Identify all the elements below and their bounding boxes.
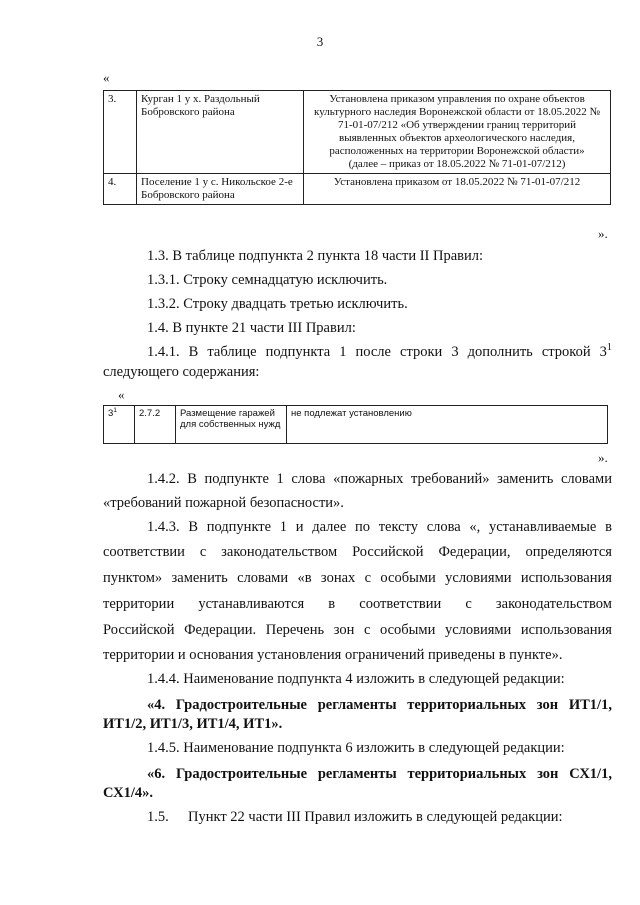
land-use-name: Размещение гаражей для собственных нужд xyxy=(176,406,287,444)
basis-cell xyxy=(304,174,611,205)
paragraph-1-4-1-line1 xyxy=(147,343,612,361)
paragraph-1-4-5: 1.4.5. Наименование подпункта 6 изложить в следующей редакции: xyxy=(147,740,565,756)
basis-note: (далее – приказ от 18.05.2022 № 71-01-07/212) xyxy=(348,158,566,170)
table-row xyxy=(104,174,611,205)
word: В xyxy=(188,344,199,360)
basis-cell xyxy=(304,91,611,174)
row-number: 4. xyxy=(104,174,137,205)
archaeology-table xyxy=(103,90,611,205)
page-number: 3 xyxy=(316,34,324,49)
paragraph-1-5 xyxy=(147,808,563,826)
paragraph-1-4-2-line1: 1.4.2. В подпункте 1 слова «пожарных требований» заменить словами xyxy=(147,471,612,487)
paragraph-1-4-3-line1: 1.4.3. В подпункте 1 и далее по тексту слова «, устанавливаемые в xyxy=(147,519,612,535)
paragraph-1-4-2-line2: «требований пожарной безопасности». xyxy=(103,495,344,511)
paragraph-1-4-3-line4: территории устанавливаются в соответствии с законодательством xyxy=(103,596,612,612)
word: подпункта xyxy=(265,344,331,360)
basis-text: Установлена приказом управления по охране объектов культурного наследия Воронежской области от 18.05.2022 № 71-01-07/212 «Об утверждении границ территорий выявленных объектов археологического наследия, расположенных на территории Воронежской области» xyxy=(314,93,600,157)
paragraph-1-4-1-line2: следующего содержания: xyxy=(103,364,260,380)
paragraph-number: 1.5. xyxy=(147,809,169,825)
object-name: Курган 1 у х. Раздольный Бобровского района xyxy=(137,91,304,174)
paragraph-1-3-2: 1.3.2. Строку двадцать третью исключить. xyxy=(147,296,408,312)
land-use-table xyxy=(103,405,608,444)
heading-6-line2: СХ1/4». xyxy=(103,785,153,801)
row-number: 3. xyxy=(104,91,137,174)
word: после xyxy=(355,344,391,360)
word: 1.4.1. xyxy=(147,344,180,360)
closing-quote: ». xyxy=(598,226,608,241)
paragraph-1-4-3-line6: территории и основания установления ограничений приведены в пункте». xyxy=(103,647,563,663)
table-row xyxy=(104,91,611,174)
paragraph-1-4-3-line2: соответствии с законодательством Российской Федерации, определяются xyxy=(103,544,612,560)
word: 1 xyxy=(339,344,347,360)
row-reference: $3^1$ xyxy=(599,342,612,360)
row-number: $3^1$ xyxy=(104,406,135,444)
word: таблице xyxy=(207,344,257,360)
paragraph-1-3: 1.3. В таблице подпункта 2 пункта 18 части II Правил: xyxy=(147,248,484,264)
heading-4-line2: ИТ1/2, ИТ1/3, ИТ1/4, ИТ1». xyxy=(103,716,283,732)
land-use-code: 2.7.2 xyxy=(135,406,176,444)
heading-6-line1: «6. Градостроительные регламенты территориальных зон СХ1/1, xyxy=(147,766,612,782)
word: 3 xyxy=(451,344,459,360)
word: строки xyxy=(400,344,443,360)
table-row xyxy=(104,406,608,444)
paragraph-1-4-3-line3: пунктом» заменить словами «в зонах с особыми условиями использования xyxy=(103,570,612,586)
land-use-value: не подлежат установлению xyxy=(287,406,608,444)
word: строкой xyxy=(541,344,591,360)
object-name: Поселение 1 у с. Никольское 2-е Бобровского района xyxy=(137,174,304,205)
paragraph-1-4-4: 1.4.4. Наименование подпункта 4 изложить в следующей редакции: xyxy=(147,671,565,687)
paragraph-1-4-3-line5: Российской Федерации. Перечень зон с особыми условиями использования xyxy=(103,622,612,638)
basis-text: Установлена приказом от 18.05.2022 № 71-01-07/212 xyxy=(333,176,581,188)
paragraph-1-3-1: 1.3.1. Строку семнадцатую исключить. xyxy=(147,272,388,288)
paragraph-1-4: 1.4. В пункте 21 части III Правил: xyxy=(147,320,356,336)
word: дополнить xyxy=(467,344,533,360)
heading-4-line1: «4. Градостроительные регламенты территориальных зон ИТ1/1, xyxy=(147,697,612,713)
opening-quote: « xyxy=(103,70,110,85)
opening-quote: « xyxy=(118,387,125,402)
closing-quote: ». xyxy=(598,450,608,465)
paragraph-text: Пункт 22 части III Правил изложить в следующей редакции: xyxy=(188,809,563,825)
